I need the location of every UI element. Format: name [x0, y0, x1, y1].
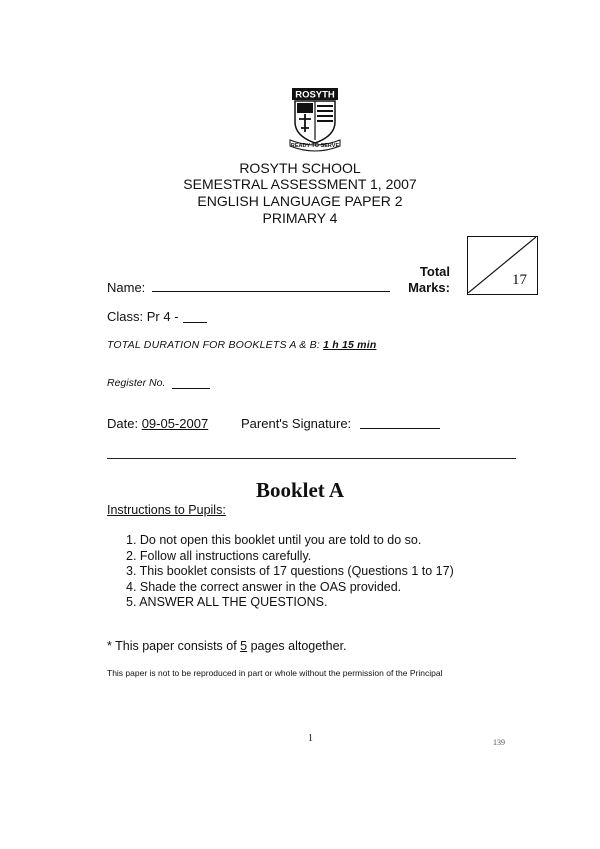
- svg-text:ROSYTH: ROSYTH: [295, 89, 335, 101]
- assessment-title: SEMESTRAL ASSESSMENT 1, 2007: [183, 176, 417, 192]
- page-count-note: [107, 639, 347, 653]
- total-marks-value: 17: [512, 272, 527, 288]
- class-label: Class: Pr 4 -: [107, 309, 179, 324]
- duration-value: 1 h 15 min: [323, 339, 377, 351]
- total-label-line2: Marks:: [408, 280, 450, 295]
- divider: [107, 458, 516, 459]
- page-number: 1: [308, 733, 313, 744]
- duration-label: TOTAL DURATION FOR BOOKLETS A & B:: [107, 339, 320, 351]
- total-label-line1: Total: [419, 264, 450, 279]
- school-crest-logo: [286, 86, 344, 152]
- duration-line: [107, 339, 376, 351]
- level-title: PRIMARY 4: [262, 210, 338, 226]
- name-field[interactable]: [152, 291, 390, 292]
- page-count: 5: [240, 639, 248, 653]
- instruction-item: 3. This booklet consists of 17 questions (Questions 1 to 17): [126, 564, 454, 578]
- register-label: Register No.: [107, 377, 166, 389]
- booklet-title: Booklet A: [255, 478, 345, 502]
- instructions-heading: Instructions to Pupils:: [107, 503, 226, 517]
- copyright-notice: This paper is not to be reproduced in part or whole without the permission of the Principal: [107, 668, 443, 678]
- signature-label: Parent's Signature:: [241, 416, 352, 431]
- note-prefix: * This paper consists of: [107, 639, 241, 653]
- name-label: Name:: [107, 280, 146, 295]
- instruction-item: 5. ANSWER ALL THE QUESTIONS.: [126, 595, 328, 609]
- total-marks-label: [405, 264, 450, 296]
- marks-box: [467, 236, 538, 295]
- note-suffix: pages altogether.: [247, 639, 347, 653]
- school-name: ROSYTH SCHOOL: [239, 160, 361, 176]
- svg-text:READY TO SERVE: READY TO SERVE: [290, 143, 340, 149]
- register-field[interactable]: [172, 388, 210, 389]
- paper-title: ENGLISH LANGUAGE PAPER 2: [197, 193, 403, 209]
- date-label: Date:: [107, 416, 142, 431]
- instruction-item: 2. Follow all instructions carefully.: [126, 548, 312, 563]
- date-line: [107, 416, 208, 431]
- signature-field[interactable]: [360, 428, 440, 429]
- class-field[interactable]: [183, 322, 207, 323]
- instructions-list: [126, 533, 454, 611]
- date-value: 09-05-2007: [141, 416, 209, 431]
- instruction-item: 1. Do not open this booklet until you are told to do so.: [126, 533, 422, 547]
- page-reference: 139: [493, 738, 505, 747]
- instruction-item: 4. Shade the correct answer in the OAS provided.: [126, 579, 402, 594]
